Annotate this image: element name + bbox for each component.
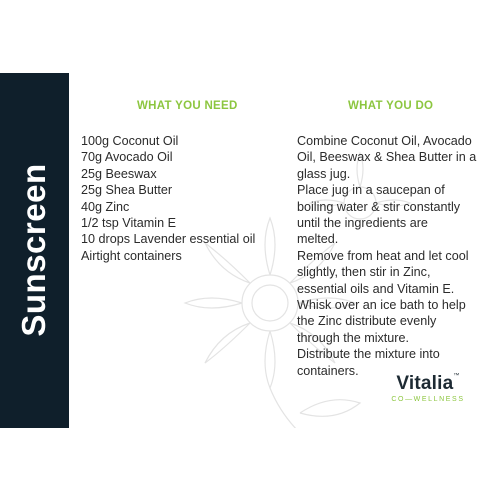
ingredient-item: 100g Coconut Oil xyxy=(81,134,179,148)
brand-tagline: CO—WELLNESS xyxy=(391,396,465,403)
ingredient-item: 70g Avocado Oil xyxy=(81,150,173,165)
brand-name xyxy=(368,373,488,395)
instruction-line: essential oils and Vitamin E. xyxy=(297,281,455,296)
ingredient-item: 10 drops Lavender essential oil xyxy=(81,232,256,247)
ingredients-list xyxy=(81,133,281,264)
what-you-do-heading: WHAT YOU DO xyxy=(348,100,434,112)
instruction-line: Remove from heat and let cool xyxy=(297,248,469,263)
recipe-card xyxy=(0,73,500,428)
instruction-line: Combine Coconut Oil, Avocado xyxy=(297,134,472,148)
trademark-mark: ™ xyxy=(453,373,460,379)
ingredient-item: Airtight containers xyxy=(81,248,182,263)
ingredient-item: 40g Zinc xyxy=(81,199,130,214)
instruction-line: containers. xyxy=(297,363,359,378)
instruction-line: Distribute the mixture into xyxy=(297,347,440,362)
instruction-line: boiling water & stir constantly xyxy=(297,199,461,214)
instruction-line: Oil, Beeswax & Shea Butter in a xyxy=(297,150,477,165)
instruction-line: slightly, then stir in Zinc, xyxy=(297,265,431,280)
instruction-line: melted. xyxy=(297,232,339,247)
ingredient-item: 1/2 tsp Vitamin E xyxy=(81,216,176,231)
instruction-line: Whisk over an ice bath to help xyxy=(297,298,466,313)
what-you-need-heading: WHAT YOU NEED xyxy=(137,100,238,112)
sidebar xyxy=(0,73,69,428)
instruction-line: the Zinc distribute evenly xyxy=(297,314,437,329)
ingredient-item: 25g Shea Butter xyxy=(81,183,173,198)
brand-logo xyxy=(368,373,488,403)
instruction-line: glass jug. xyxy=(297,166,351,181)
instructions-list xyxy=(297,133,492,379)
ingredient-item: 25g Beeswax xyxy=(81,166,157,181)
instruction-line: until the ingredients are xyxy=(297,216,428,231)
instruction-line: Place jug in a saucepan of xyxy=(297,183,445,198)
brand-name-text: Vitalia xyxy=(396,373,454,394)
instruction-line: through the mixture. xyxy=(297,330,410,345)
recipe-title: Sunscreen xyxy=(15,163,52,337)
